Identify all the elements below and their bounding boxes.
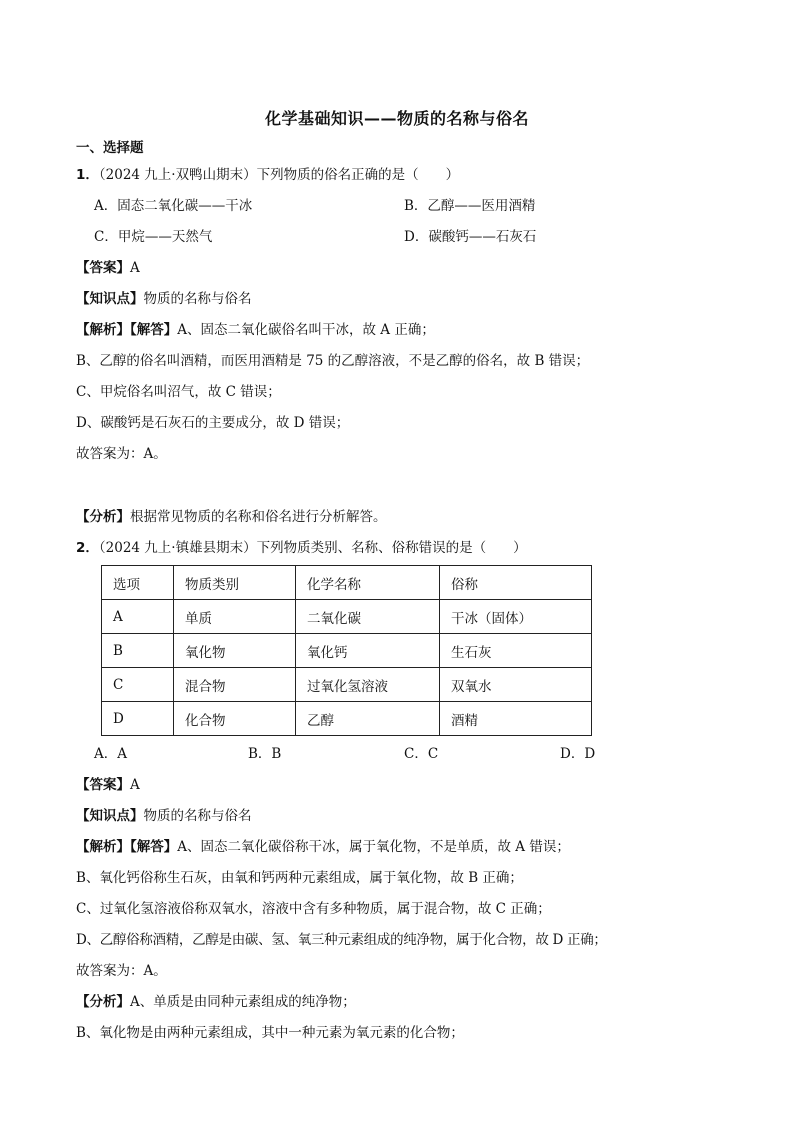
table-header-cell: 选项 <box>102 566 174 600</box>
q1-answer-label: 【答案】 <box>76 260 130 276</box>
q1-kp-label: 【知识点】 <box>76 291 144 307</box>
q2-answer <box>76 776 140 794</box>
table-row <box>102 600 592 634</box>
q2-answer-label: 【答案】 <box>76 777 130 793</box>
table-header-cell: 物质类别 <box>174 566 296 600</box>
table-cell: 过氧化氢溶液 <box>296 668 440 702</box>
q2-kp-value: 物质的名称与俗名 <box>143 808 252 824</box>
q2-analysis-line: 故答案为：A。 <box>76 963 167 979</box>
q2-table <box>101 565 592 736</box>
q1-stem-line <box>76 166 459 184</box>
table-cell: 氧化钙 <box>296 634 440 668</box>
q1-analysis-line: D、碳酸钙是石灰石的主要成分，故 D 错误； <box>76 415 350 431</box>
q1-answer <box>76 259 140 277</box>
q2-analysis-line: B、氧化钙俗称生石灰，由氧和钙两种元素组成，属于氧化物，故 B 正确； <box>76 870 523 886</box>
q2-number: 2． <box>76 540 99 556</box>
q1-option-b: B．乙醇——医用酒精 <box>404 198 536 214</box>
table-cell: D <box>102 702 174 736</box>
q2-analysis <box>76 838 570 856</box>
q1-option-c: C．甲烷——天然气 <box>94 229 213 245</box>
q1-number: 1． <box>76 167 99 183</box>
table-cell: 混合物 <box>174 668 296 702</box>
table-header-cell: 俗称 <box>440 566 592 600</box>
table-cell: 氧化物 <box>174 634 296 668</box>
q1-kp-value: 物质的名称与俗名 <box>143 291 252 307</box>
q2-stem: （2024 九上·镇雄县期末）下列物质类别、名称、俗称错误的是（ ） <box>98 540 527 556</box>
q2-option-d: D．D <box>560 746 596 762</box>
q2-kp-label: 【知识点】 <box>76 808 144 824</box>
table-header-cell: 化学名称 <box>296 566 440 600</box>
q2-option-b: B．B <box>248 746 282 762</box>
table-cell: B <box>102 634 174 668</box>
q2-analysis-line: C、过氧化氢溶液俗称双氧水，溶液中含有多种物质，属于混合物，故 C 正确； <box>76 901 551 917</box>
table-cell: 化合物 <box>174 702 296 736</box>
q2-option-c: C．C <box>404 746 439 762</box>
q1-knowledge-point <box>76 290 252 308</box>
q1-stem: （2024 九上·双鸭山期末）下列物质的俗名正确的是（ ） <box>98 167 460 183</box>
q1-answer-value: A <box>130 260 140 276</box>
q2-analysis-first: A、固态二氧化碳俗称干冰，属于氧化物，不是单质，故 A 错误； <box>177 839 570 855</box>
q2-fenxi-label: 【分析】 <box>76 994 130 1010</box>
table-cell: 乙醇 <box>296 702 440 736</box>
table-cell: C <box>102 668 174 702</box>
section-heading: 一、选择题 <box>76 140 144 156</box>
table-header-row <box>102 566 592 600</box>
q1-analysis <box>76 321 435 339</box>
table-cell: 生石灰 <box>440 634 592 668</box>
q1-option-a: A．固态二氧化碳——干冰 <box>94 198 253 214</box>
q2-fenxi-first: A、单质是由同种元素组成的纯净物； <box>130 994 356 1010</box>
table-row <box>102 668 592 702</box>
q2-analysis-line: D、乙醇俗称酒精，乙醇是由碳、氢、氧三种元素组成的纯净物，属于化合物，故 D 正确； <box>76 932 607 948</box>
q2-option-a: A．A <box>94 746 127 762</box>
table-cell: 单质 <box>174 600 296 634</box>
q1-fenxi <box>76 508 387 526</box>
document-title: 化学基础知识——物质的名称与俗名 <box>264 109 529 128</box>
q1-analysis-first: A、固态二氧化碳俗名叫干冰，故 A 正确； <box>177 322 435 338</box>
q1-option-d: D．碳酸钙——石灰石 <box>404 229 537 245</box>
q2-knowledge-point <box>76 807 252 825</box>
q2-fenxi-line: B、氧化物是由两种元素组成，其中一种元素为氧元素的化合物； <box>76 1025 464 1041</box>
table-cell: 二氧化碳 <box>296 600 440 634</box>
q2-stem-line <box>76 539 527 557</box>
q2-analysis-sub: 【解答】 <box>130 839 178 855</box>
q2-analysis-label: 【解析】 <box>76 839 130 855</box>
table-row <box>102 702 592 736</box>
table-cell: A <box>102 600 174 634</box>
q1-analysis-sub: 【解答】 <box>130 322 178 338</box>
table-cell: 酒精 <box>440 702 592 736</box>
table-row <box>102 634 592 668</box>
q1-fenxi-value: 根据常见物质的名称和俗名进行分析解答。 <box>130 509 387 525</box>
q1-analysis-line: B、乙醇的俗名叫酒精，而医用酒精是 75 的乙醇溶液，不是乙醇的俗名，故 B 错误； <box>76 353 590 369</box>
q1-analysis-label: 【解析】 <box>76 322 130 338</box>
q1-fenxi-label: 【分析】 <box>76 509 130 525</box>
table-cell: 双氧水 <box>440 668 592 702</box>
table-cell: 干冰（固体） <box>440 600 592 634</box>
q2-answer-value: A <box>130 777 140 793</box>
q1-analysis-line: 故答案为：A。 <box>76 446 167 462</box>
q1-analysis-line: C、甲烷俗名叫沼气，故 C 错误； <box>76 384 281 400</box>
q2-fenxi <box>76 993 356 1011</box>
